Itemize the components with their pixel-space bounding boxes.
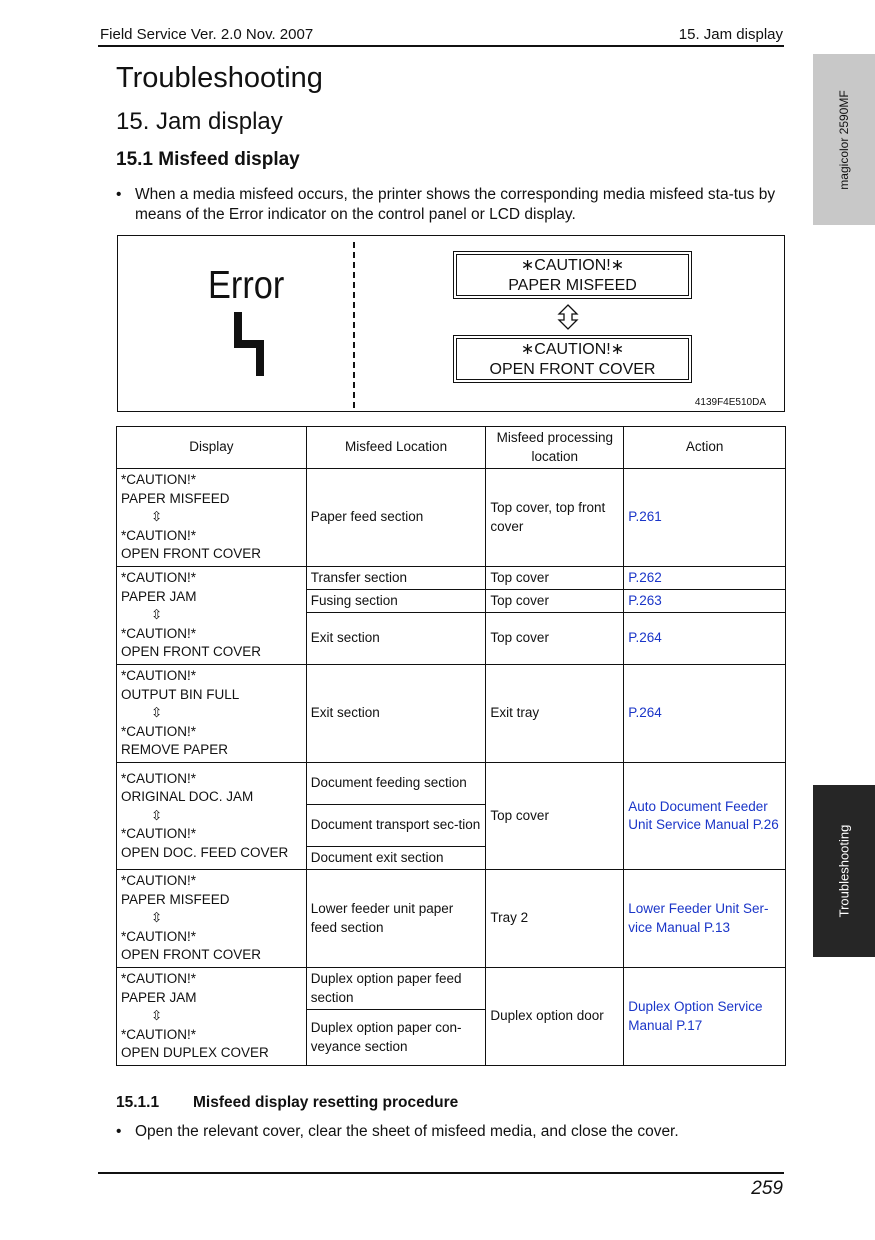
action-link[interactable] [624, 665, 786, 763]
display-line: REMOVE PAPER [121, 742, 229, 758]
page-number: 259 [751, 1178, 783, 1199]
action-link-text[interactable]: P.263 [628, 592, 662, 608]
intro-paragraph [116, 185, 786, 225]
processing-cell: Tray 2 [486, 870, 624, 968]
processing-cell: Exit tray [486, 665, 624, 763]
error-bolt-icon [232, 312, 266, 378]
display-line: *CAUTION!* [121, 570, 197, 586]
display-cell [117, 763, 307, 870]
header-processing: Misfeed processing location [486, 427, 624, 469]
footer-rule [98, 1172, 784, 1174]
location-cell: Duplex option paper con-veyance section [306, 1010, 486, 1066]
up-down-arrow-icon: ⇳ [151, 607, 163, 623]
display-cell [117, 665, 307, 763]
action-link[interactable] [624, 870, 786, 968]
intro-text: When a media misfeed occurs, the printer shows the corresponding media misfeed sta-tus by means of the Error indicator on the control panel or LCD display. [135, 186, 776, 223]
table-row [117, 763, 786, 805]
processing-cell: Top cover, top front cover [486, 469, 624, 567]
action-link-text[interactable]: P.261 [628, 509, 662, 525]
reset-paragraph [116, 1122, 786, 1142]
header-action: Action [624, 427, 786, 469]
processing-cell: Top cover [486, 613, 624, 665]
figure-divider [353, 242, 355, 408]
header-rule [98, 45, 784, 47]
subsubsection-heading [116, 1094, 458, 1112]
display-line: *CAUTION!* [121, 723, 197, 739]
location-cell: Document transport sec-tion [306, 805, 486, 847]
bullet-icon: • [116, 186, 122, 203]
figure-code: 4139F4E510DA [694, 397, 766, 408]
location-cell: Paper feed section [306, 469, 486, 567]
display-line: PAPER MISFEED [121, 891, 230, 907]
display-line: *CAUTION!* [121, 770, 197, 786]
side-tab-chapter [813, 785, 875, 957]
display-cell [117, 469, 307, 567]
display-line: *CAUTION!* [121, 527, 197, 543]
header-display: Display [117, 427, 307, 469]
error-indicator-label: Error [208, 264, 285, 307]
action-link[interactable] [624, 613, 786, 665]
display-line: *CAUTION!* [121, 873, 197, 889]
display-line: PAPER JAM [121, 989, 197, 1005]
display-line: OPEN FRONT COVER [121, 947, 262, 963]
display-line: OPEN FRONT COVER [121, 644, 262, 660]
table-row [117, 665, 786, 763]
table-row [117, 968, 786, 1010]
display-line: OPEN DOC. FEED COVER [121, 844, 289, 860]
subsection-heading: 15.1 Misfeed display [116, 149, 300, 170]
side-tab-model [813, 54, 875, 225]
table-row [117, 870, 786, 968]
location-cell: Transfer section [306, 567, 486, 590]
location-cell: Fusing section [306, 590, 486, 613]
up-down-arrow-icon [557, 304, 579, 330]
action-link[interactable] [624, 469, 786, 567]
section-heading: 15. Jam display [116, 108, 283, 135]
location-cell: Document feeding section [306, 763, 486, 805]
header-chapter: 15. Jam display [678, 26, 783, 43]
lcd1-line1: ∗CAUTION!∗ [520, 257, 625, 274]
processing-cell: Top cover [486, 763, 624, 870]
action-link[interactable] [624, 968, 786, 1066]
display-line: *CAUTION!* [121, 1026, 197, 1042]
table-header-row [117, 427, 786, 469]
up-down-arrow-icon: ⇳ [151, 1008, 163, 1024]
display-line: OPEN FRONT COVER [121, 546, 262, 562]
action-link-text[interactable]: Lower Feeder Unit Ser-vice Manual P.13 [628, 901, 769, 935]
display-line: *CAUTION!* [121, 826, 197, 842]
lcd2-line1: ∗CAUTION!∗ [520, 341, 625, 358]
location-cell: Exit section [306, 613, 486, 665]
up-down-arrow-icon: ⇳ [151, 509, 163, 525]
display-cell [117, 567, 307, 665]
processing-cell: Duplex option door [486, 968, 624, 1066]
up-down-arrow-icon: ⇳ [151, 705, 163, 721]
lcd1-line2: PAPER MISFEED [508, 277, 637, 294]
display-line: PAPER MISFEED [121, 490, 230, 506]
display-line: *CAUTION!* [121, 971, 197, 987]
side-tab-chapter-label: Troubleshooting [836, 824, 852, 918]
up-down-arrow-icon: ⇳ [151, 807, 163, 823]
subsubsection-title: Misfeed display resetting procedure [193, 1094, 459, 1111]
location-cell: Document exit section [306, 847, 486, 870]
location-cell: Duplex option paper feed section [306, 968, 486, 1010]
display-line: *CAUTION!* [121, 668, 197, 684]
lcd2-line2: OPEN FRONT COVER [489, 361, 656, 378]
header-manual-version: Field Service Ver. 2.0 Nov. 2007 [100, 26, 314, 43]
action-link-text[interactable]: P.264 [628, 630, 662, 646]
action-link-text[interactable]: P.264 [628, 705, 662, 721]
side-tab-model-label: magicolor 2590MF [837, 89, 851, 190]
display-line: *CAUTION!* [121, 472, 197, 488]
misfeed-table [116, 426, 786, 1066]
lcd-panel-open-front-cover [453, 335, 692, 383]
subsubsection-number: 15.1.1 [116, 1094, 160, 1111]
location-cell: Lower feeder unit paper feed section [306, 870, 486, 968]
display-line: PAPER JAM [121, 588, 197, 604]
action-link-text[interactable]: Duplex Option Service Manual P.17 [628, 999, 763, 1033]
table-row [117, 567, 786, 590]
display-line: *CAUTION!* [121, 625, 197, 641]
header-location: Misfeed Location [306, 427, 486, 469]
action-link[interactable] [624, 567, 786, 590]
display-line: *CAUTION!* [121, 928, 197, 944]
up-down-arrow-icon: ⇳ [151, 910, 163, 926]
reset-text: Open the relevant cover, clear the sheet of misfeed media, and close the cover. [135, 1123, 679, 1140]
display-line: OPEN DUPLEX COVER [121, 1045, 269, 1061]
location-cell: Exit section [306, 665, 486, 763]
processing-cell: Top cover [486, 567, 624, 590]
table-row [117, 469, 786, 567]
action-link[interactable] [624, 763, 786, 870]
action-link-text[interactable]: Auto Document Feeder Unit Service Manual P.26 [628, 798, 779, 832]
page-title: Troubleshooting [116, 62, 323, 94]
display-cell [117, 968, 307, 1066]
display-cell [117, 870, 307, 968]
error-display-figure [117, 235, 785, 412]
bullet-icon: • [116, 1123, 122, 1140]
action-link-text[interactable]: P.262 [628, 569, 662, 585]
processing-cell: Top cover [486, 590, 624, 613]
action-link[interactable] [624, 590, 786, 613]
display-line: OUTPUT BIN FULL [121, 686, 240, 702]
lcd-panel-paper-misfeed [453, 251, 692, 299]
display-line: ORIGINAL DOC. JAM [121, 789, 254, 805]
